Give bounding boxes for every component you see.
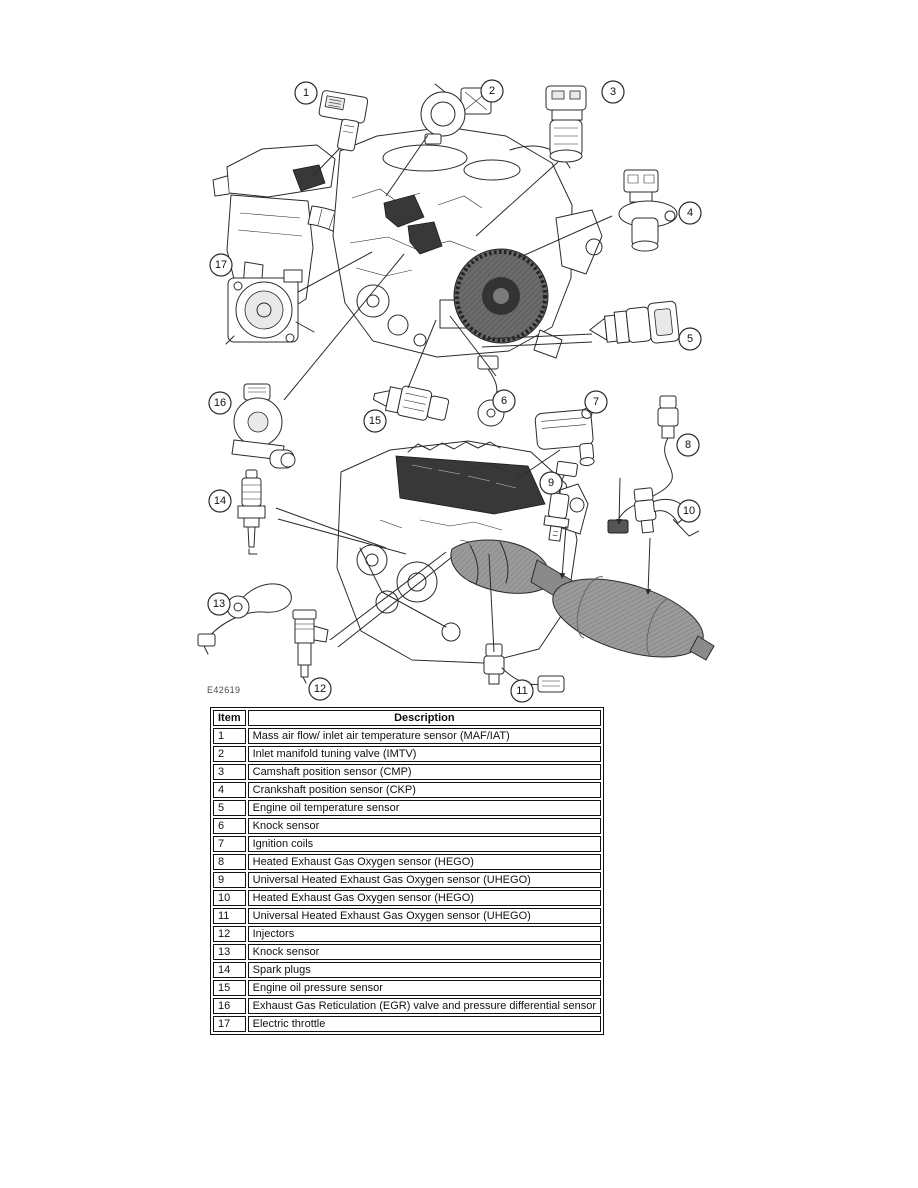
callout-12 — [309, 678, 331, 700]
table-row — [213, 998, 601, 1014]
table-row — [213, 782, 601, 798]
item-cell: 4 — [213, 782, 246, 798]
table-row — [213, 818, 601, 834]
flywheel — [454, 249, 548, 343]
table-row — [213, 746, 601, 762]
item-cell: 15 — [213, 980, 246, 996]
callout-8 — [677, 434, 699, 456]
svg-text:4: 4 — [686, 207, 694, 219]
description-header: Description — [248, 710, 601, 726]
description-cell: Electric throttle — [248, 1016, 601, 1032]
item-cell: 5 — [213, 800, 246, 816]
callout-14 — [209, 490, 231, 512]
parts-table-wrap — [210, 707, 600, 1035]
description-cell: Universal Heated Exhaust Gas Oxygen sensor (UHEGO) — [248, 908, 601, 924]
description-cell: Heated Exhaust Gas Oxygen sensor (HEGO) — [248, 890, 601, 906]
item-cell: 14 — [213, 962, 246, 978]
bottom-engine-view — [337, 441, 714, 672]
table-row — [213, 908, 601, 924]
item-cell: 17 — [213, 1016, 246, 1032]
part-egr-valve — [232, 384, 295, 468]
item-cell: 6 — [213, 818, 246, 834]
callout-15 — [364, 410, 386, 432]
description-cell: Heated Exhaust Gas Oxygen sensor (HEGO) — [248, 854, 601, 870]
item-header: Item — [213, 710, 246, 726]
callout-5 — [679, 328, 701, 350]
callout-11 — [511, 680, 533, 702]
item-cell: 3 — [213, 764, 246, 780]
callout-2 — [481, 80, 503, 102]
description-cell: Knock sensor — [248, 818, 601, 834]
svg-text:14: 14 — [213, 495, 227, 507]
item-cell: 11 — [213, 908, 246, 924]
svg-text:16: 16 — [213, 397, 227, 409]
description-cell: Ignition coils — [248, 836, 601, 852]
table-row — [213, 944, 601, 960]
callout-4 — [679, 202, 701, 224]
item-cell: 16 — [213, 998, 246, 1014]
description-cell: Knock sensor — [248, 944, 601, 960]
description-cell: Mass air flow/ inlet air temperature sensor (MAF/IAT) — [248, 728, 601, 744]
svg-text:8: 8 — [684, 439, 692, 451]
table-row — [213, 854, 601, 870]
part-oil-temp-sensor — [588, 301, 680, 350]
description-cell: Inlet manifold tuning valve (IMTV) — [248, 746, 601, 762]
callout-10 — [678, 500, 700, 522]
table-row — [213, 764, 601, 780]
figure-code: E42619 — [207, 685, 241, 695]
svg-text:9: 9 — [547, 477, 555, 489]
svg-text:15: 15 — [368, 415, 382, 427]
table-row — [213, 926, 601, 942]
description-cell: Exhaust Gas Reticulation (EGR) valve and pressure differential sensor — [248, 998, 601, 1014]
table-row — [213, 728, 601, 744]
description-cell: Injectors — [248, 926, 601, 942]
table-row — [213, 890, 601, 906]
callout-17 — [210, 254, 232, 276]
table-row — [213, 980, 601, 996]
parts-table-body — [213, 728, 601, 1032]
description-cell: Universal Heated Exhaust Gas Oxygen sensor (UHEGO) — [248, 872, 601, 888]
table-row — [213, 800, 601, 816]
callout-16 — [209, 392, 231, 414]
part-cmp-sensor — [546, 86, 586, 162]
item-cell: 8 — [213, 854, 246, 870]
part-injector — [293, 610, 328, 683]
description-cell: Camshaft position sensor (CMP) — [248, 764, 601, 780]
svg-text:6: 6 — [500, 395, 508, 407]
part-ckp-sensor — [619, 170, 677, 251]
svg-text:3: 3 — [609, 86, 617, 98]
svg-text:17: 17 — [214, 259, 228, 271]
svg-text:11: 11 — [516, 685, 528, 697]
table-row — [213, 836, 601, 852]
callout-13 — [208, 593, 230, 615]
item-cell: 7 — [213, 836, 246, 852]
part-knock-sensor-lower — [198, 584, 291, 654]
svg-text:5: 5 — [686, 333, 694, 345]
item-cell: 1 — [213, 728, 246, 744]
item-cell: 9 — [213, 872, 246, 888]
table-header-row — [213, 710, 601, 726]
callout-3 — [602, 81, 624, 103]
parts-table — [210, 707, 604, 1035]
svg-text:12: 12 — [313, 683, 327, 695]
part-spark-plug — [238, 470, 265, 554]
callout-6 — [493, 390, 515, 412]
item-cell: 10 — [213, 890, 246, 906]
description-cell: Spark plugs — [248, 962, 601, 978]
description-cell: Engine oil temperature sensor — [248, 800, 601, 816]
table-row — [213, 872, 601, 888]
svg-text:10: 10 — [682, 505, 696, 517]
callout-7 — [585, 391, 607, 413]
table-row — [213, 962, 601, 978]
description-cell: Engine oil pressure sensor — [248, 980, 601, 996]
callout-1 — [295, 82, 317, 104]
svg-text:1: 1 — [302, 87, 310, 99]
svg-text:7: 7 — [592, 396, 600, 408]
table-row — [213, 1016, 601, 1032]
description-cell: Crankshaft position sensor (CKP) — [248, 782, 601, 798]
svg-text:13: 13 — [212, 598, 226, 610]
item-cell: 2 — [213, 746, 246, 762]
item-cell: 12 — [213, 926, 246, 942]
callout-9 — [540, 472, 562, 494]
part-electric-throttle — [226, 270, 314, 344]
item-cell: 13 — [213, 944, 246, 960]
svg-text:2: 2 — [488, 85, 496, 97]
